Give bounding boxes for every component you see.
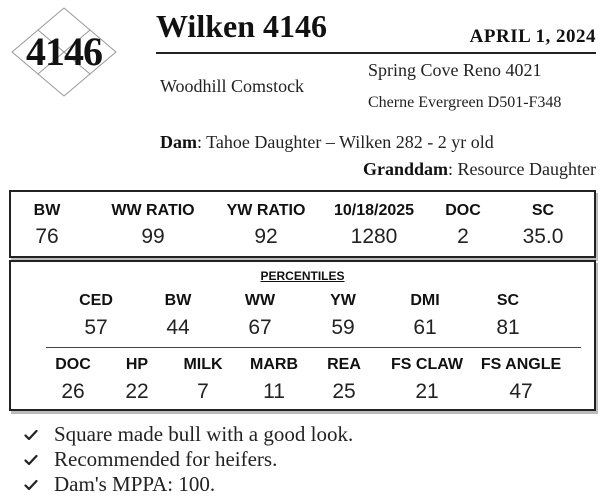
pct-value: 47 (509, 380, 533, 403)
check-icon (24, 453, 38, 467)
perf-header: 10/18/2025 (333, 202, 415, 219)
sale-date: APRIL 1, 2024 (469, 26, 596, 47)
granddam-label: Granddam (363, 159, 449, 179)
pct-header: WW (244, 292, 276, 309)
pct-value: 26 (61, 380, 85, 403)
pct-header: FS CLAW (391, 356, 463, 373)
perf-header: BW (33, 202, 61, 219)
pct-value: 25 (332, 380, 356, 403)
pct-header: MILK (183, 356, 223, 373)
comment-item (24, 472, 353, 497)
pct-value: 44 (166, 316, 190, 339)
comment-text: Recommended for heifers. (54, 447, 278, 471)
dam-line (160, 132, 494, 153)
pct-header: REA (327, 356, 361, 373)
pct-value: 21 (415, 380, 439, 403)
percentiles-title: PERCENTILES (260, 269, 345, 283)
perf-value: 1280 (350, 225, 398, 248)
pct-value: 57 (84, 316, 108, 339)
check-icon (24, 478, 38, 492)
pct-value: 59 (331, 316, 355, 339)
sire: Woodhill Comstock (160, 76, 305, 96)
pct-value: 81 (496, 316, 520, 339)
title-divider (156, 52, 596, 54)
pct-header: FS ANGLE (480, 356, 562, 373)
perf-header: DOC (445, 202, 481, 219)
pct-value: 61 (413, 316, 437, 339)
comment-item (24, 447, 353, 472)
comments-list (24, 422, 353, 497)
lot-number-block (8, 6, 120, 98)
sire-dam: Cherne Evergreen D501-F348 (368, 94, 562, 111)
perf-value: 92 (254, 225, 278, 248)
perf-header: SC (531, 202, 555, 219)
pct-header: YW (330, 292, 356, 309)
perf-value: 35.0 (522, 225, 564, 248)
bull-name: Wilken 4146 (156, 8, 327, 44)
pct-value: 11 (263, 380, 285, 403)
pct-header: HP (125, 356, 149, 373)
pct-header: DMI (410, 292, 440, 309)
sire-sire: Spring Cove Reno 4021 (368, 60, 542, 80)
perf-value: 76 (35, 225, 59, 248)
percentiles-box (9, 260, 596, 411)
dam-value: : Tahoe Daughter – Wilken 282 - 2 yr old (197, 132, 494, 152)
comment-text: Square made bull with a good look. (54, 422, 354, 446)
pct-header: BW (164, 292, 192, 309)
comment-text: Dam's MPPA: 100. (54, 472, 216, 496)
pct-header: CED (79, 292, 113, 309)
pct-value: 67 (248, 316, 272, 339)
pct-header: SC (496, 292, 520, 309)
dam-label: Dam (160, 132, 197, 152)
pct-value: 7 (197, 380, 209, 403)
check-icon (24, 428, 38, 442)
pct-header: DOC (55, 356, 91, 373)
perf-header: YW RATIO (226, 202, 306, 219)
granddam-value: : Resource Daughter (448, 159, 596, 179)
granddam-line (363, 159, 596, 180)
pct-header: MARB (250, 356, 298, 373)
percentiles-divider (46, 347, 581, 348)
lot-number: 4146 (26, 29, 102, 74)
comment-item (24, 422, 353, 447)
performance-box (9, 190, 596, 258)
pct-value: 22 (125, 380, 149, 403)
perf-value: 99 (141, 225, 165, 248)
perf-header: WW RATIO (111, 202, 195, 219)
perf-value: 2 (457, 225, 469, 248)
